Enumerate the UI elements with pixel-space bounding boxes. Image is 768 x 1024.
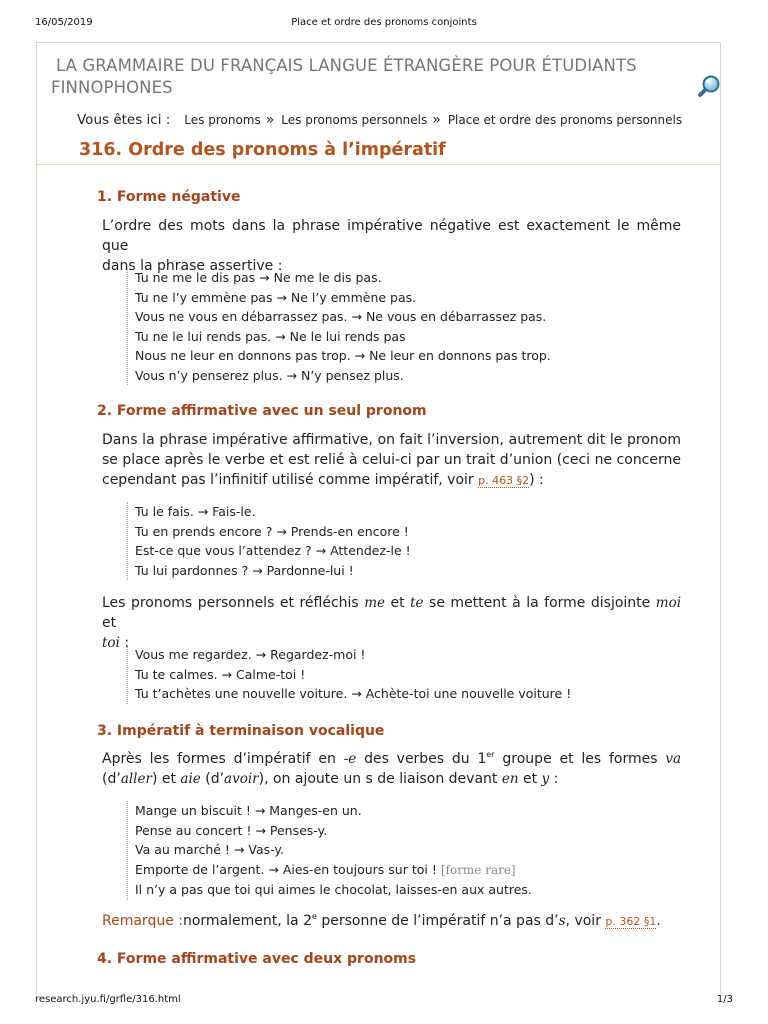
example-line: Va au marché ! → Vas-y.	[135, 842, 284, 857]
text: (d’	[102, 771, 121, 787]
site-title-line2: FINNOPHONES	[51, 78, 173, 97]
example-line: Vous ne vous en débarrassez pas. → Ne vous en débarrassez pas.	[135, 309, 547, 324]
section2-intro-line: se place après le verbe et est relié à celui-ci par un trait d’union (ceci ne concerne	[102, 452, 681, 468]
remark-label: Remarque :	[102, 913, 183, 929]
text: , voir	[565, 913, 601, 929]
text: Les pronoms personnels et réfléchis	[102, 595, 359, 611]
text: et	[102, 615, 117, 631]
text: et	[390, 595, 405, 611]
breadcrumb-current: Place et ordre des pronoms personnels	[447, 113, 683, 127]
example-line: Il n’y a pas que toi qui aimes le chocolat, laisses-en aux autres.	[135, 882, 532, 897]
reference-link[interactable]: p. 362 §1	[605, 915, 657, 928]
example-line: Tu te calmes. → Calme-toi !	[135, 666, 306, 682]
text-italic: y	[541, 771, 550, 787]
breadcrumb-link-pronoms-personnels[interactable]: Les pronoms personnels	[281, 113, 428, 127]
example-line	[135, 860, 532, 881]
breadcrumb-label: Vous êtes ici :	[77, 112, 171, 128]
section-heading-affirmative-two: 4. Forme affirmative avec deux pronoms	[97, 951, 417, 967]
text-italic: te	[410, 595, 424, 611]
text-italic: s	[558, 913, 566, 929]
example-line: Mange un biscuit ! → Manges-en un.	[135, 803, 362, 818]
text-italic: toi	[102, 635, 120, 651]
example-line: Tu lui pardonnes ? → Pardonne-lui !	[135, 562, 354, 578]
section-heading-negative: 1. Forme négative	[97, 189, 241, 205]
superscript: er	[486, 750, 495, 759]
text-italic: me	[364, 595, 385, 611]
section2-intro-text: cependant pas l’infinitif utilisé comme impératif, voir	[102, 472, 474, 488]
breadcrumb-link-pronoms[interactable]: Les pronoms	[184, 113, 261, 127]
text-italic: aller	[120, 771, 152, 787]
example-line: Tu ne l’y emmène pas → Ne l’y emmène pas.	[135, 289, 417, 305]
text: et	[522, 771, 538, 787]
print-url: research.jyu.fi/grfle/316.html	[35, 994, 181, 1005]
section2-p2-line	[102, 593, 681, 633]
text-italic: moi	[655, 595, 682, 611]
title-divider	[37, 164, 720, 165]
section3-intro-line	[102, 749, 681, 769]
example-line: Est-ce que vous l’attendez ? → Attendez-le !	[135, 543, 411, 558]
section1-intro-line: L’ordre des mots dans la phrase impérative négative est exactement le même que	[102, 218, 681, 254]
page-title: 316. Ordre des pronoms à l’impératif	[79, 140, 446, 160]
search-icon[interactable]	[697, 74, 721, 98]
text: des verbes du 1	[364, 751, 487, 767]
section1-intro-line: dans la phrase assertive :	[102, 258, 283, 274]
reference-link[interactable]: p. 463 §2	[478, 474, 530, 487]
section-heading-affirmative-one: 2. Forme affirmative avec un seul pronom	[97, 403, 427, 419]
section2-intro-line	[102, 470, 681, 491]
print-footer	[35, 994, 733, 1008]
section1-intro	[102, 216, 681, 276]
text: .	[656, 913, 661, 929]
example-line: Tu ne me le dis pas → Ne me le dis pas.	[135, 270, 382, 285]
breadcrumb-separator: »	[265, 112, 275, 128]
text: :	[119, 635, 130, 651]
site-title-line1: LA GRAMMAIRE DU FRANÇAIS LANGUE ÉTRANGÈRE POUR ÉTUDIANTS	[56, 56, 637, 75]
section3-intro-line	[102, 769, 681, 789]
text: se mettent à la forme disjointe	[429, 595, 651, 611]
print-doc-title: Place et ordre des pronoms conjoints	[291, 17, 477, 28]
text-italic: -e	[343, 751, 357, 767]
example-text: Emporte de l’argent. → Aies-en toujours sur toi !	[135, 861, 437, 877]
section3-intro	[102, 749, 681, 789]
example-line: Nous ne leur en donnons pas trop. → Ne leur en donnons pas trop.	[135, 348, 551, 363]
print-date: 16/05/2019	[35, 17, 93, 28]
breadcrumb	[77, 112, 682, 128]
example-line: Tu le fais. → Fais-le.	[135, 504, 256, 519]
section2-examples	[127, 502, 411, 580]
text: groupe et les formes	[502, 751, 658, 767]
section2-intro-end: ) :	[529, 472, 544, 488]
example-line: Vous me regardez. → Regardez-moi !	[135, 647, 366, 662]
section2-paragraph2	[102, 593, 681, 653]
section2-intro-line: Dans la phrase impérative affirmative, on fait l’inversion, autrement dit le pronom	[102, 432, 681, 448]
section3-remark	[102, 911, 681, 932]
section-heading-vocalic: 3. Impératif à terminaison vocalique	[97, 723, 385, 739]
example-line: Tu en prends encore ? → Prends-en encore !	[135, 523, 409, 539]
section3-examples	[127, 801, 532, 900]
section1-examples	[127, 268, 551, 385]
superscript: e	[312, 912, 317, 921]
text: personne de l’impératif n’a pas d’	[316, 913, 559, 929]
text: :	[549, 771, 559, 787]
rare-form-note: [forme rare]	[440, 862, 516, 877]
print-page-number: 1/3	[716, 994, 733, 1005]
example-line: Tu t’achètes une nouvelle voiture. → Achète-toi une nouvelle voiture !	[135, 686, 572, 701]
section2-intro	[102, 430, 681, 491]
text: normalement, la 2	[182, 913, 312, 929]
site-title[interactable]	[51, 55, 651, 99]
example-line: Tu ne le lui rends pas. → Ne le lui rends pas	[135, 328, 406, 344]
text: (d’	[205, 771, 225, 787]
text: Après les formes d’impératif en	[102, 751, 336, 767]
text: ) et	[151, 771, 176, 787]
breadcrumb-separator: »	[432, 112, 441, 128]
text: ), on ajoute un s de liaison devant	[258, 771, 498, 787]
print-header	[35, 17, 733, 31]
example-line: Pense au concert ! → Penses-y.	[135, 822, 328, 838]
text-italic: va	[665, 751, 682, 767]
section2-examples2	[127, 645, 571, 704]
text-italic: avoir	[224, 771, 259, 787]
example-line: Vous n’y penserez plus. → N’y pensez plus.	[135, 367, 404, 383]
text-italic: en	[501, 771, 519, 787]
text-italic: aie	[180, 771, 201, 787]
